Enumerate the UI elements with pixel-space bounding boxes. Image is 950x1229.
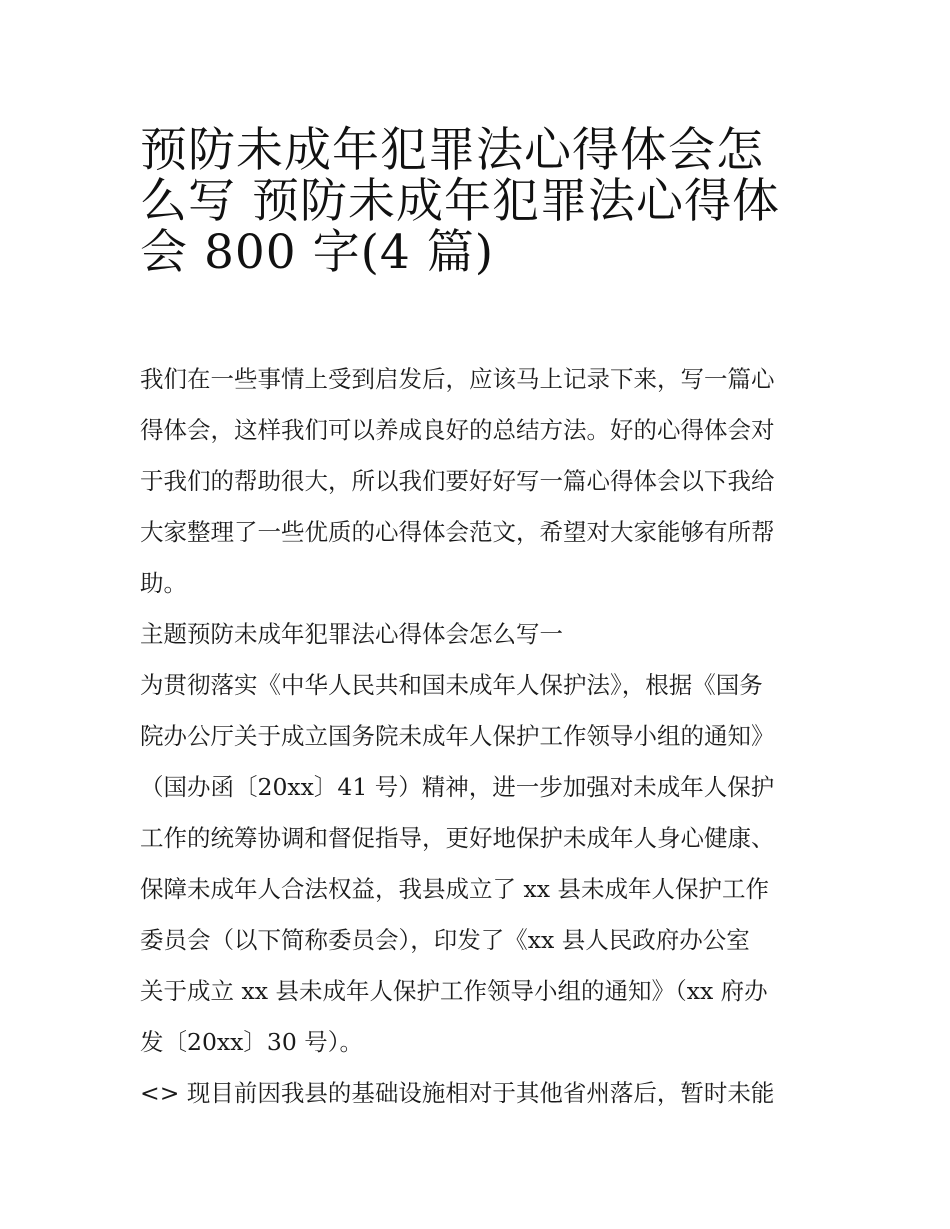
- intro-line: 大家整理了一些优质的心得体会范文，希望对大家能够有所帮: [140, 518, 775, 546]
- paragraph-line: 发〔20xx〕30 号）。: [140, 1028, 364, 1056]
- paragraph-line: 为贯彻落实《中华人民共和国未成年人保护法》，根据《国务: [140, 671, 763, 699]
- intro-line: 得体会，这样我们可以养成良好的总结方法。好的心得体会对: [140, 416, 775, 444]
- paragraph-line: （国办函〔20xx〕41 号）精神，进一步加强对未成年人保护: [140, 773, 775, 801]
- intro-line: 于我们的帮助很大，所以我们要好好写一篇心得体会以下我给: [140, 467, 775, 495]
- title-line-2: 么写 预防未成年犯罪法心得体: [140, 174, 780, 229]
- paragraph-line: 委员会（以下简称委员会），印发了《xx 县人民政府办公室: [140, 926, 750, 954]
- body-paragraph: [140, 660, 815, 1068]
- intro-line: 助。: [140, 569, 187, 597]
- document-title: [140, 112, 820, 280]
- section-heading-text: 主题预防未成年犯罪法心得体会怎么写一: [140, 620, 563, 648]
- title-line-3: 会 800 字(4 篇): [140, 225, 495, 280]
- intro-line: 我们在一些事情上受到启发后，应该马上记录下来，写一篇心: [140, 365, 775, 393]
- section-heading: [140, 609, 815, 660]
- document-body: [140, 354, 815, 1119]
- trailing-paragraph: [140, 1068, 815, 1119]
- paragraph-line: 关于成立 xx 县未成年人保护工作领导小组的通知》（xx 府办: [140, 977, 768, 1005]
- paragraph-line: 保障未成年人合法权益，我县成立了 xx 县未成年人保护工作: [140, 875, 769, 903]
- paragraph-line: 院办公厅关于成立国务院未成年人保护工作领导小组的通知》: [140, 722, 775, 750]
- title-line-1: 预防未成年犯罪法心得体会怎: [140, 123, 764, 178]
- trailing-line: <> 现目前因我县的基础设施相对于其他省州落后，暂时未能: [140, 1079, 775, 1107]
- paragraph-line: 工作的统筹协调和督促指导，更好地保护未成年人身心健康、: [140, 824, 775, 852]
- intro-paragraph: [140, 354, 815, 609]
